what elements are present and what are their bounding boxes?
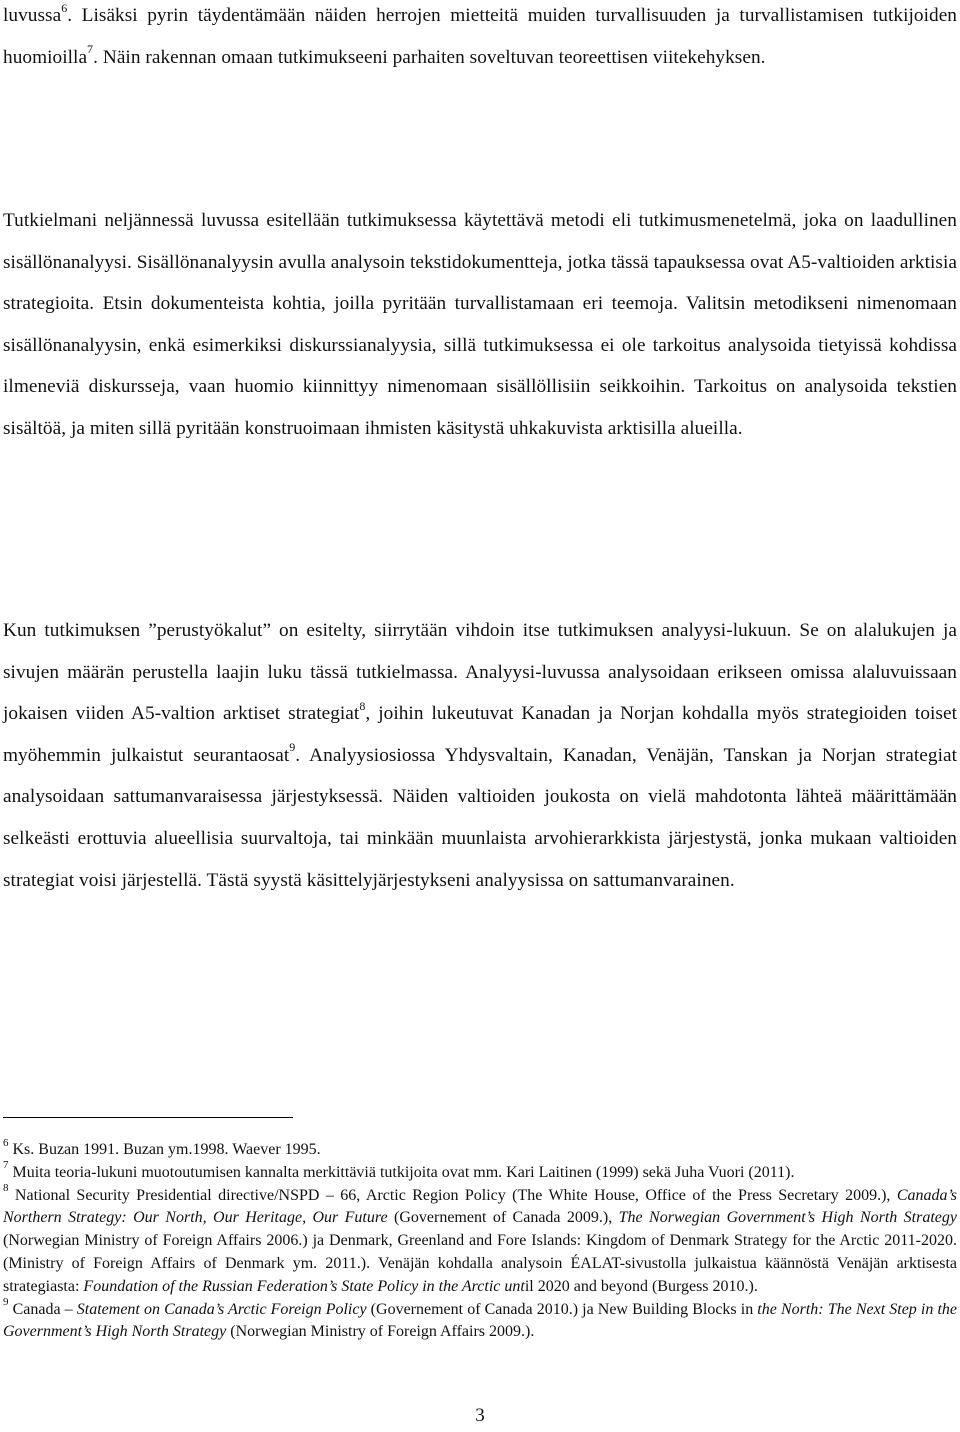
body-paragraph-analysis — [3, 610, 957, 901]
footnote-8 — [3, 1182, 958, 1299]
footnote-separator — [3, 1117, 293, 1118]
footnote-number: 9 — [3, 1296, 9, 1309]
footnote-ref-7: 7 — [87, 42, 94, 57]
paragraph-text: . Näin rakennan omaan tutkimukseeni parhaiten soveltuvan teoreettisen viitekehyksen. — [93, 46, 766, 68]
footnote-text: National Security Presidential directive/NSPD – 66, Arctic Region Policy (The White House, Office of the Press Secretary 2009.), — [8, 1186, 897, 1204]
footnote-text: (Norwegian Ministry of Foreign Affairs 2006.) ja Denmark, Greenland and Fore Islands: Kingdom of Denmark Strategy for the Arctic 2011-2020.(Ministry of Foreign Affairs of Denmark ym. 2011.). Venäjän kohdalla analysoin ÉALAT-sivustolla julkaistua käännöstä Venäjän arktisesta strategiasta: — [3, 1232, 957, 1295]
footnote-title-italic: Canada’s Northern Strategy: Our North, Our Heritage, Our Future — [3, 1186, 957, 1227]
body-paragraph-continuation — [3, 0, 957, 78]
paragraph-text: Tutkielmani neljännessä luvussa esitellään tutkimuksessa käytettävä metodi eli tutkimusmenetelmä, joka on laadullinen sisällönanalyysi. Sisällönanalyysin avulla analysoin tekstidokumentteja, jotka tässä tapauksessa ovat A5-valtioiden arktisia strategioita. Etsin dokumenteista kohtia, joilla pyritään turvallistamaan eri teemoja. Valitsin metodikseni nimenomaan sisällönanalyysin, enkä esimerkiksi diskurssianalyysia, sillä tutkimuksessa ei ole tarkoitus analysoida tietyissä kohdissa ilmeneviä diskursseja, vaan huomio kiinnittyy nimenomaan sisällöllisiin seikkoihin. Tarkoitus on analysoida tekstien sisältöä, ja miten sillä pyritään konstruoimaan ihmisten käsitystä uhkakuvista arktisilla alueilla. — [3, 210, 958, 439]
footnote-text: il 2020 and beyond (Burgess 2010.). — [524, 1277, 758, 1295]
footnote-title-italic: the North: The Next Step in the Government’s High North Strategy — [3, 1300, 957, 1341]
footnote-ref-8: 8 — [359, 698, 366, 713]
paragraph-text: . Lisäksi pyrin täydentämään näiden herrojen mietteitä muiden turvallisuuden ja turvallistamisen tutkijoiden huomioilla — [3, 5, 957, 68]
footnote-number: 7 — [3, 1159, 9, 1172]
paragraph-text: Kun tutkimuksen ”perustyökalut” on esitelty, siirrytään vihdoin itse tutkimuksen analyysi-lukuun. Se on alalukujen ja sivujen määrän perustella laajin luku tässä tutkielmassa. Analyysi-luvussa analysoidaan erikseen omissa alaluvuissaan jokaisen viiden A5-valtion arktiset strategiat — [3, 620, 957, 725]
footnote-number: 6 — [3, 1136, 9, 1149]
footnote-6 — [3, 1136, 957, 1162]
footnote-title-italic: Foundation of the Russian Federation’s State Policy in the Arctic unt — [83, 1277, 525, 1295]
footnote-number: 8 — [3, 1182, 9, 1195]
footnote-ref-6: 6 — [61, 0, 68, 15]
footnotes — [3, 1136, 958, 1344]
footnote-text: Canada – — [8, 1300, 77, 1318]
footnote-9 — [3, 1296, 957, 1345]
footnote-title-italic: The Norwegian Government’s High North Strategy — [618, 1209, 958, 1227]
footnote-text: Muita teoria-lukuni muotoutumisen kannalta merkittäviä tutkijoita ovat mm. Kari Laitinen (1999) sekä Juha Vuori (2011). — [8, 1163, 795, 1181]
footnote-7 — [3, 1159, 957, 1185]
footnote-text: (Norwegian Ministry of Foreign Affairs 2009.). — [226, 1323, 535, 1341]
footnote-ref-9: 9 — [289, 740, 296, 755]
paragraph-text: luvussa — [3, 5, 62, 26]
footnote-text: (Governement of Canada 2010.) ja New Building Blocks in — [366, 1300, 758, 1318]
paragraph-text: . Analyysiosiossa Yhdysvaltain, Kanadan, Venäjän, Tanskan ja Norjan strategiat analysoidaan sattumanvaraisessa järjestyksessä. Näiden valtioiden joukosta on vielä mahdotonta lähteä määrittämään selkeästi erottuvia alueellisia suurvaltoja, tai minkään muunlaista arvohierarkkista järjestystä, jonka mukaan valtioiden strategiat voisi järjestellä. Tästä syystä käsittelyjärjestykseni analyysissa on sattumanvarainen. — [3, 744, 958, 891]
footnote-text: Ks. Buzan 1991. Buzan ym.1998. Waever 1995. — [8, 1141, 321, 1158]
page-number: 3 — [475, 1405, 485, 1426]
footnote-text: (Governement of Canada 2009.), — [387, 1209, 619, 1227]
body-paragraph-methods — [3, 200, 957, 450]
paragraph-text: , joihin lukeutuvat Kanadan ja Norjan kohdalla myös strategioiden toiset myöhemmin julkaistut seurantaosat — [3, 703, 957, 766]
footnote-title-italic: Statement on Canada’s Arctic Foreign Policy — [76, 1300, 367, 1318]
